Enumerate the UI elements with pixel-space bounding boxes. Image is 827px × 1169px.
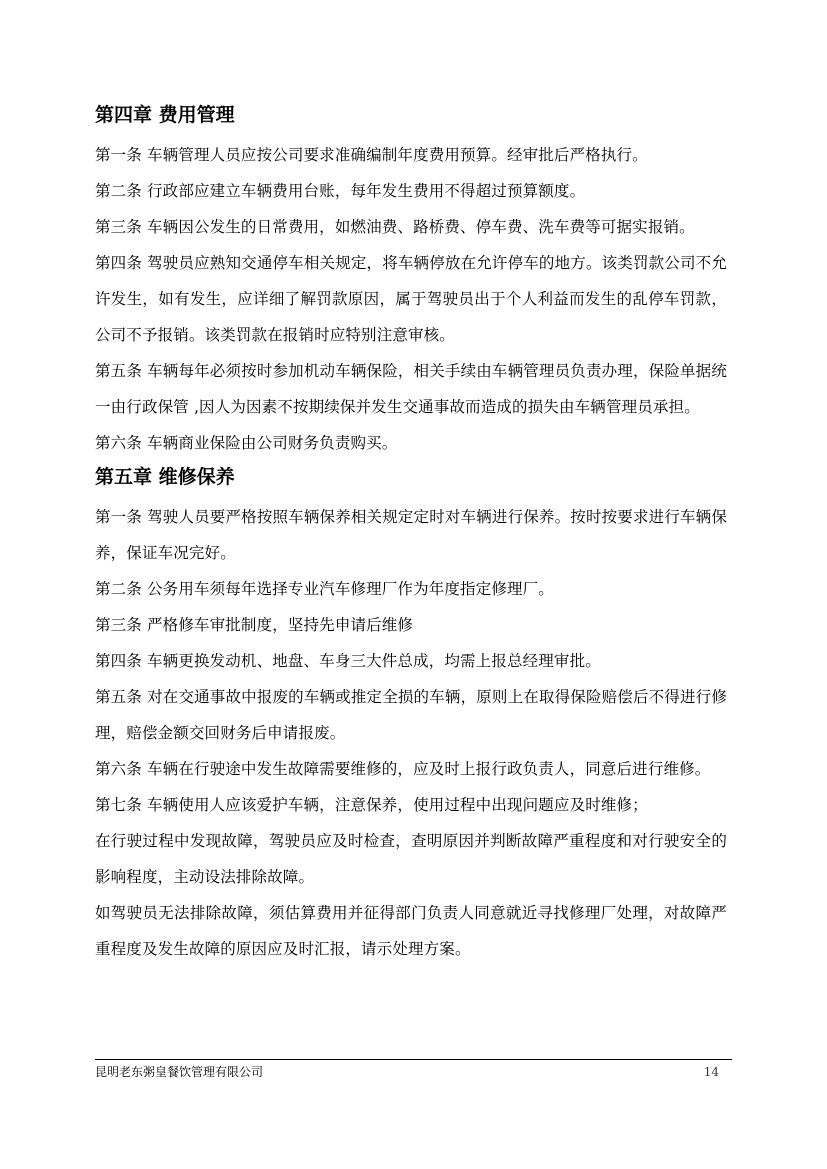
article-paragraph: 第一条 车辆管理人员应按公司要求准确编制年度费用预算。经审批后严格执行。	[95, 146, 648, 164]
footer-company-name: 昆明老东粥皇餐饮管理有限公司	[95, 1065, 264, 1079]
article-paragraph: 第三条 严格修车审批制度，坚持先申请后维修	[95, 616, 414, 634]
chapter-heading: 第五章 维修保养	[95, 466, 235, 488]
article-paragraph: 如驾驶员无法排除故障，须估算费用并征得部门负责人同意就近寻找修理厂处理，对故障严重程度及发生故障的原因应及时汇报，请示处理方案。	[95, 904, 727, 958]
article-paragraph: 第一条 驾驶人员要严格按照车辆保养相关规定定时对车辆进行保养。按时按要求进行车辆保养，保证车况完好。	[95, 508, 727, 562]
article-paragraph: 第三条 车辆因公发生的日常费用，如燃油费、路桥费、停车费、洗车费等可据实报销。	[95, 218, 695, 236]
chapter-heading: 第四章 费用管理	[95, 104, 235, 126]
footer-divider	[95, 1059, 732, 1060]
article-paragraph: 第二条 行政部应建立车辆费用台账，每年发生费用不得超过预算额度。	[95, 182, 586, 200]
article-paragraph: 第二条 公务用车须每年选择专业汽车修理厂作为年度指定修理厂。	[95, 580, 554, 598]
article-paragraph: 第五条 车辆每年必须按时参加机动车辆保险，相关手续由车辆管理员负责办理，保险单据统一由行政保管 ,因人为因素不按期续保并发生交通事故而造成的损失由车辆管理员承担。	[95, 362, 727, 416]
article-paragraph: 第六条 车辆在行驶途中发生故障需要维修的，应及时上报行政负责人，同意后进行维修。	[95, 760, 711, 778]
article-paragraph: 第四条 驾驶员应熟知交通停车相关规定，将车辆停放在允许停车的地方。该类罚款公司不允许发生，如有发生，应详细了解罚款原因，属于驾驶员出于个人利益而发生的乱停车罚款，公司不予报销。该类罚款在报销时应特别注意审核。	[95, 254, 727, 344]
article-paragraph: 第五条 对在交通事故中报废的车辆或推定全损的车辆，原则上在取得保险赔偿后不得进行修理，赔偿金额交回财务后申请报废。	[95, 688, 727, 742]
page-number: 14	[703, 1065, 719, 1079]
article-paragraph: 第七条 车辆使用人应该爱护车辆，注意保养，使用过程中出现问题应及时维修；	[95, 796, 648, 814]
article-paragraph: 第四条 车辆更换发动机、地盘、车身三大件总成，均需上报总经理审批。	[95, 652, 601, 670]
document-body	[95, 100, 727, 967]
article-paragraph: 在行驶过程中发现故障，驾驶员应及时检查，查明原因并判断故障严重程度和对行驶安全的影响程度，主动设法排除故障。	[95, 832, 727, 886]
article-paragraph: 第六条 车辆商业保险由公司财务负责购买。	[95, 434, 398, 452]
